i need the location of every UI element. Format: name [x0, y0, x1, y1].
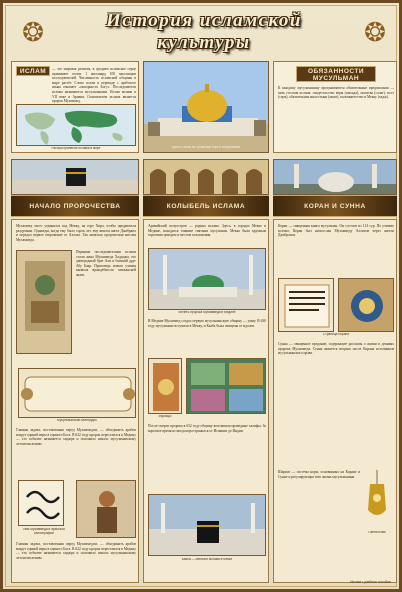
miniature-image: [76, 480, 136, 538]
islam-section: [11, 61, 139, 153]
prophecy-text-2: Первыми последователями ислама стали жена Мухаммеда Хадиджа, его двоюродный брат Али и близкий друг Абу Бакр. Проповедь нового учения вызвала враждебность мекканской знати.: [76, 250, 136, 277]
ornament-icon: [339, 279, 394, 332]
minaret-icon: [274, 160, 397, 195]
world-map-image: [16, 104, 136, 146]
scroll-icon: [19, 369, 136, 418]
quran-book-icon: [279, 279, 334, 332]
quran-text-1: Коран — священная книга мусульман. Он состоит из 114 сур. По учению ислама, Коран был ниспослан Мухаммеду Аллахом через ангела Джабраила.: [278, 224, 394, 238]
poster-header: [7, 7, 401, 55]
islam-text: — это мировая религия, в среднем исламское серце принимает почти 1 миллиард 100 миллионов последователей. Численность исламской общины в мире растёт. Слово ислам в переводе с арабского языка означает «покорность Богу». Последователи ислама называются мусульманами. Ислам возник в VII веке в Аравии. Основателем ислама является пророк Мухаммед.: [52, 67, 136, 103]
duties-section: [273, 61, 397, 153]
prophecy-text-3: Главная задача, поставленная перед Мухаммедом, — объединить арабов вокруг единой веры в единого Бога. В 622 году пророк переселился в Медину — это событие называется хиджра и положило начало мусульманскому летоисчислению.: [16, 428, 136, 446]
tile-icon: [149, 359, 182, 414]
quran-caption: Страница Корана: [322, 333, 350, 336]
ornament-page-image: [338, 278, 394, 332]
ornament-right-icon: ❂: [364, 18, 386, 47]
kaaba-icon: [149, 495, 266, 556]
prophecy-text-4: Главная задача, поставленная перед Мухаммедом, — объединить арабов вокруг единой веры в единого Бога. В 622 году пророк переселился в Медину — это событие называется хиджра и положило начало мусульманскому летоисчислению.: [16, 542, 136, 560]
lamp-icon: [362, 470, 392, 530]
title-line-2: культуры: [157, 32, 251, 53]
quran-photo: [273, 159, 397, 195]
miniature-icon: [77, 481, 136, 538]
medina-mosque-image: [148, 248, 266, 310]
world-map-icon: [17, 105, 136, 146]
footer-note: Истоки • учебное пособие: [350, 580, 391, 584]
kaaba-image: [148, 494, 266, 556]
band-prophecy: НАЧАЛО ПРОРОЧЕСТВА: [11, 195, 139, 217]
cradle-photo: [143, 159, 269, 195]
calligraphy-image: [18, 480, 64, 526]
mosque-caption: Купол Скалы на Храмовой горе в Иерусалиме: [171, 146, 241, 149]
quran-text-3: Шариат — система норм, основанных на Коране и Сунне и регулирующих всю жизнь мусульманина.: [278, 470, 360, 479]
tile-caption: Изразцы: [158, 415, 172, 418]
islam-label: ИСЛАМ: [16, 66, 50, 76]
scroll-image: [18, 368, 136, 418]
cradle-text-2: В Медине Мухаммед создал первую мусульманскую общину — умму. В 630 году мусульмане вступили в Мекку, и Кааба была очищена от идолов.: [148, 319, 266, 328]
band-quran: КОРАН И СУННА: [273, 195, 397, 217]
kaaba-crowd-icon: [12, 160, 139, 195]
map-caption: Распространение ислама в мире: [51, 147, 101, 150]
mosaic-icon: [187, 359, 266, 414]
prophecy-text-1: Мухаммед часто уединялся под Мекку, на горе Хира, чтобы предаваться раздумьям. Однажды, когда ему было сорок лет, ему явился ангел Джабраил и передал первое откровение от Аллаха. Так началась пророческая миссия Мухаммеда.: [16, 224, 136, 242]
arches-icon: [144, 160, 269, 195]
band-cradle: КОЛЫБЕЛЬ ИСЛАМА: [143, 195, 269, 217]
prophecy-photo: [11, 159, 139, 195]
quran-text-2: Сунна — священное предание, содержащее рассказы о жизни и деяниях пророка Мухаммеда. Сунна является вторым после Корана источником мусульманского права.: [278, 342, 394, 356]
mosque-icon: [144, 62, 269, 153]
title-line-1: История исламской: [105, 10, 303, 31]
column-prophecy: [11, 219, 139, 583]
calligraphy-caption: Имя Мухаммеда в арабской каллиграфии: [23, 528, 65, 535]
lamp-image: [362, 470, 392, 530]
mosaic-image: [186, 358, 266, 414]
column-quran: [273, 219, 397, 583]
tile-image: [148, 358, 182, 414]
duties-label: ОБЯЗАННОСТИ МУСУЛЬМАН: [296, 66, 376, 82]
quran-page-image: [278, 278, 334, 332]
kaaba-caption: Кааба — святыня ислама в Мекке: [181, 558, 233, 561]
medina-caption: Мечеть пророка Мухаммеда в Медине: [178, 311, 236, 314]
manuscript-icon: [17, 251, 72, 354]
ornament-left-icon: ❂: [22, 18, 44, 47]
lamp-caption: Светильник: [368, 531, 386, 534]
calligraphy-icon: [19, 481, 64, 526]
dome-of-rock-image: [143, 61, 269, 153]
duties-text: К каждому мусульманину предъявляются обязательные предписания — пять столпов ислама: свидетельство веры (шахада), молитва (салат), пост (саум), обязательная милостыня (закят), паломничество в Мекку (хадж).: [278, 86, 394, 100]
cradle-text-1: Аравийский полуостров — родина ислама. Здесь, в городах Мекке и Медине, находятся главные святыни мусульман. Мекка была крупным торговым центром и местом поклонения.: [148, 224, 266, 238]
column-cradle: [143, 219, 269, 583]
medina-mosque-icon: [149, 249, 266, 310]
manuscript-image: [16, 250, 72, 354]
cradle-text-3: После смерти пророка в 632 году общину возглавили праведные халифы. За короткое время ислам распространился от Испании до Индии.: [148, 424, 266, 433]
scroll-caption: Мусульманский календарь: [57, 419, 97, 422]
